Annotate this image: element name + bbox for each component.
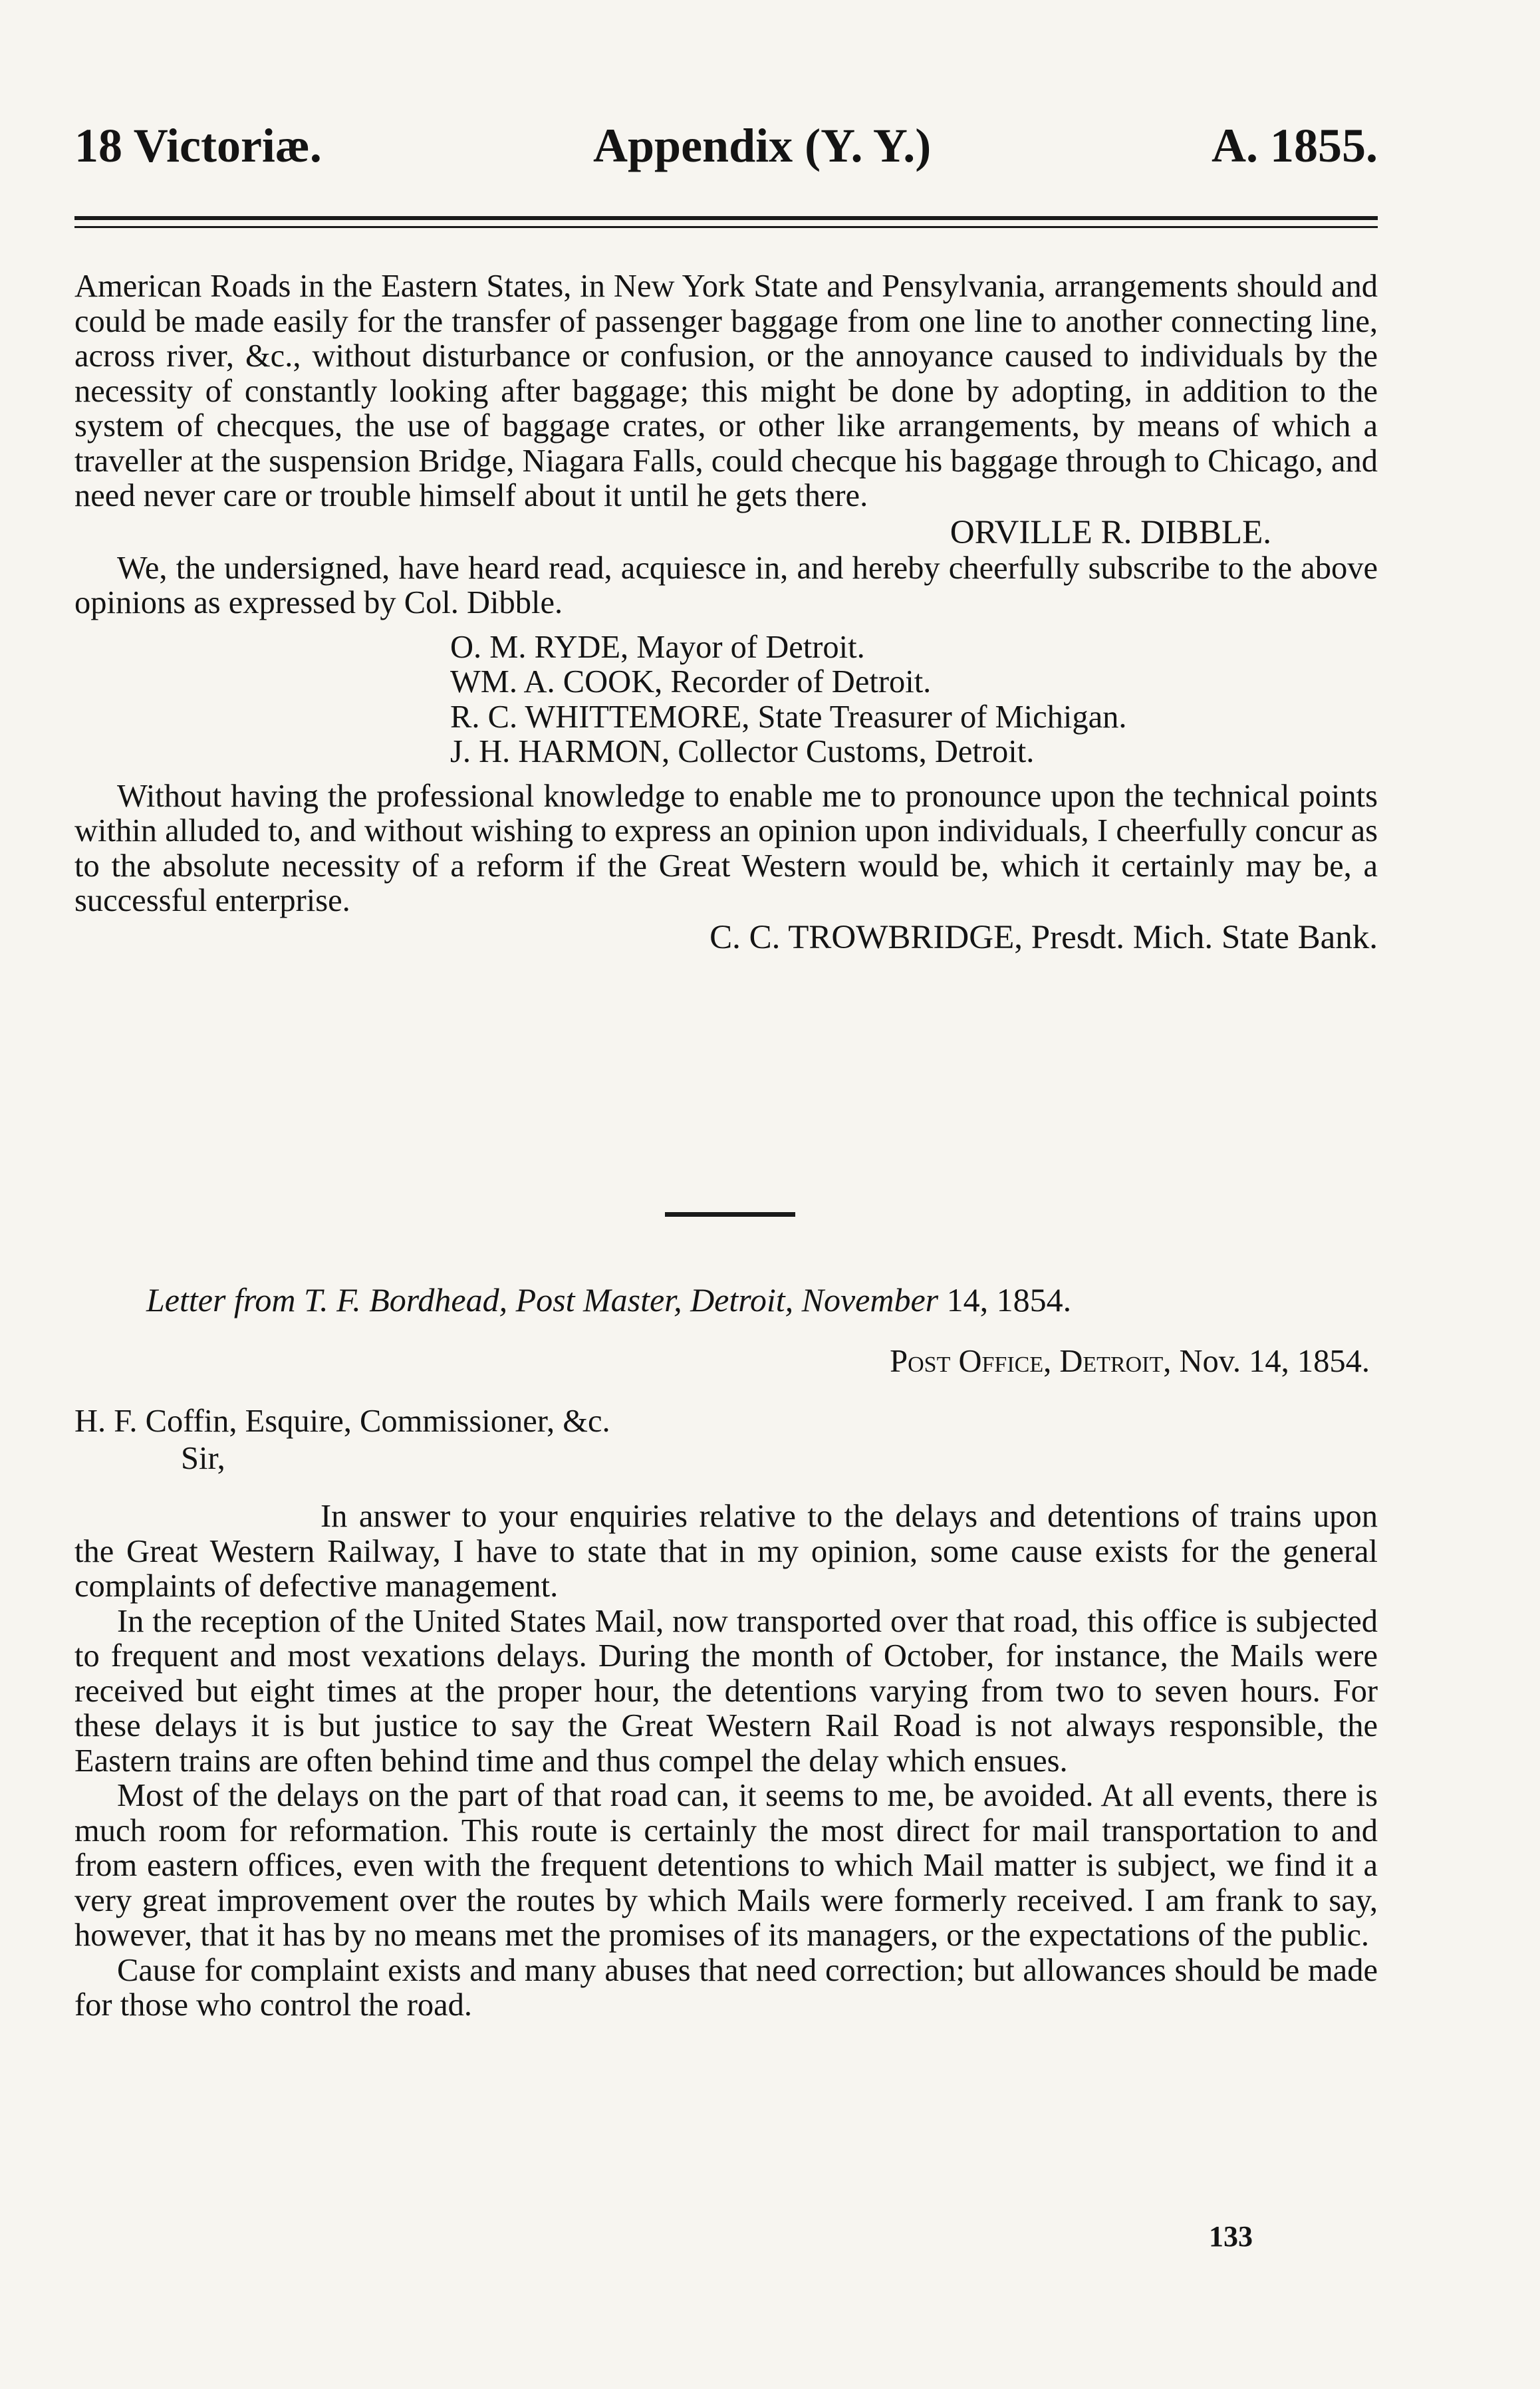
header-appendix: Appendix (Y. Y.) — [593, 119, 932, 172]
section-divider — [665, 1212, 795, 1217]
letter-addressee: H. F. Coffin, Esquire, Commissioner, &c. — [74, 1404, 610, 1439]
signatory-ryde: O. M. RYDE, Mayor of Detroit. — [450, 629, 865, 665]
signatory-whittemore: R. C. WHITTEMORE, State Treasurer of Michigan. — [450, 699, 1127, 735]
running-header — [74, 118, 1378, 191]
dateline-city: Detroit, — [1059, 1344, 1172, 1379]
dateline-date: Nov. 14, 1854. — [1179, 1344, 1370, 1379]
signatory-list — [450, 630, 1378, 770]
letter-paragraph-2: In the reception of the United States Mail, now transported over that road, this office is subjected to frequent and most vexations delays. During the month of October, for instance, the Mails were received but eight times at the proper hour, the detentions varying from two to seven hours. For these delays it is but justice to say the Great Western Rail Road is not always responsible, the Eastern trains are often behind time and thus compel the delay which ensues. — [74, 1603, 1378, 1779]
letter-paragraph-1: In answer to your enquiries relative to the delays and detentions of trains upon the Great Western Railway, I have to state that in my opinion, some cause exists for the general complaints of defective management. — [74, 1499, 1378, 1604]
concurrence-paragraph: We, the undersigned, have heard read, acquiesce in, and hereby cheerfully subscribe to the above opinions as expressed by Col. Dibble. — [74, 550, 1378, 620]
letter-paragraph-4: Cause for complaint exists and many abuses that need correction; but allowances should be made for those who control the road. — [74, 1952, 1378, 2023]
header-rule-thick — [74, 216, 1378, 220]
letter-salutation: Sir, — [181, 1441, 225, 1476]
header-rule-thin — [74, 226, 1378, 228]
page-number: 133 — [1209, 2220, 1253, 2253]
header-regnal-year: 18 Victoriæ. — [74, 119, 322, 172]
signatory-harmon: J. H. HARMON, Collector Customs, Detroit. — [450, 734, 1035, 769]
section-dibble — [74, 269, 1378, 956]
signatory-cook: WM. A. COOK, Recorder of Detroit. — [450, 664, 932, 699]
dibble-signature: ORVILLE R. DIBBLE. — [950, 513, 1271, 551]
letter-title-date: 14, 1854. — [946, 1281, 1072, 1319]
trowbridge-paragraph: Without having the professional knowledge to enable me to pronounce upon the technical points within alluded to, and without wishing to express an opinion upon individuals, I cheerfully concur as to the absolute necessity of a reform if the Great Western would be, which it certainly may be, a successful enterprise. — [74, 778, 1378, 918]
letter-paragraph-3: Most of the delays on the part of that road can, it seems to me, be avoided. At all events, there is much room for reformation. This route is certainly the most direct for mail transportation to and from eastern offices, even with the frequent detentions to which Mail matter is subject, we find it a very great improvement over the routes by which Mails were formerly received. I am frank to say, however, that it has by no means met the promises of its managers, or the expectations of the public. — [74, 1778, 1378, 1953]
dibble-paragraph: American Roads in the Eastern States, in New York State and Pensylvania, arrangements should and could be made easily for the transfer of passenger baggage from one line to another connecting line, across river, &c., without disturbance or confusion, or the annoyance caused to individuals by the necessity of constantly looking after baggage; this might be done by adopting, in addition to the system of checques, the use of baggage crates, or other like arrangements, by means of which a traveller at the suspension Bridge, Niagara Falls, could checque his baggage through to Chicago, and need never care or trouble himself about it until he gets there. — [74, 269, 1378, 513]
letter-body — [74, 1499, 1378, 2023]
header-year: A. 1855. — [1212, 119, 1378, 172]
letter-title — [146, 1280, 1396, 1320]
trowbridge-signature: C. C. TROWBRIDGE, Presdt. Mich. State Bank. — [709, 918, 1378, 956]
dateline-post-office: Post Office, — [890, 1344, 1052, 1379]
letter-dateline — [890, 1343, 1370, 1380]
letter-title-text: Letter from T. F. Bordhead, Post Master, Detroit, November — [146, 1281, 939, 1319]
